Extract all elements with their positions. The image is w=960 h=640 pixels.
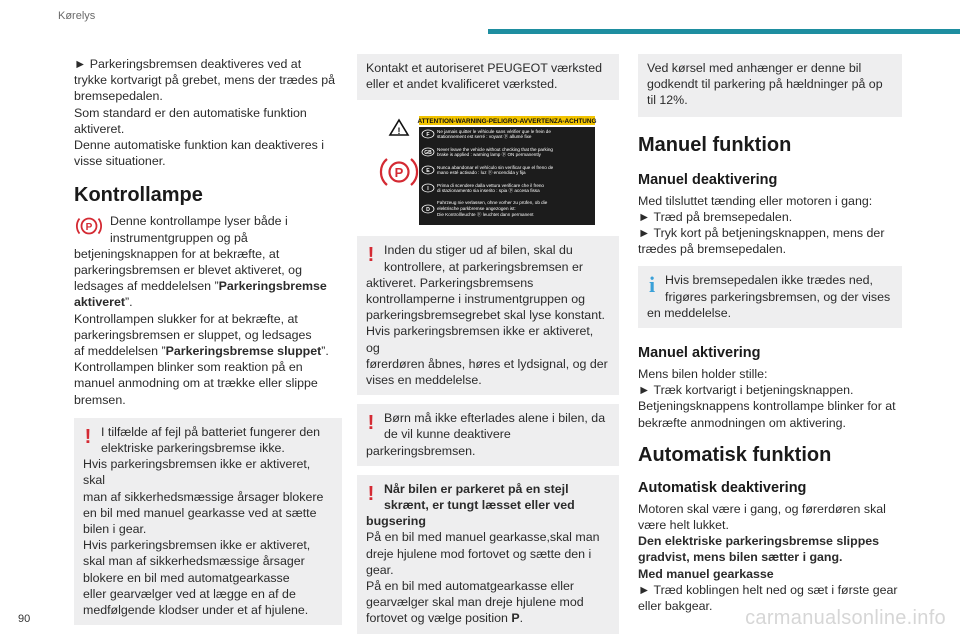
warning-box-leaving [357,236,619,395]
text-span: ledsages af meddelelsen ” [74,279,219,294]
label-row-i [422,183,544,194]
text-line: elektriske parkeringsbremse ikke. [101,441,285,456]
text-line: ► Tryk kort på betjeningsknappen, mens der [638,226,885,241]
text-line: parkeringsbremsen. [366,443,476,458]
text-line [74,294,342,310]
text-line: Som standard er den automatiske funktion [74,105,307,120]
info-icon: i [648,272,656,298]
text-line: eller bakgear. [638,599,713,614]
text-line: visse situationer. [74,154,166,169]
text-line: skrænt, er tungt læsset eller ved [384,498,575,513]
text-line: skal man af sikkerhedsmæssige årsager [83,554,305,569]
page-number: 90 [18,613,31,625]
language-code: GB [424,150,432,157]
section-title: Kørelys [58,10,96,22]
heading-kontrollampe: Kontrollampe [74,184,203,207]
info-box-pedal [638,266,902,328]
parking-brake-warning-label [379,114,597,226]
text-line: eller gearvælger ved at lægge en af de [83,586,296,601]
text-line: På en bil med manuel gearkasse,skal man [366,530,600,545]
label-text: mano esté activado : luz ⓟ encendida y fija [437,170,526,176]
label-text: elektrische parkbremse angezogen ist: [437,206,516,212]
text-line: Denne automatiske funktion kan deaktiveres i [74,138,325,153]
text-line: Motoren skal være i gang, og førerdøren skal [638,501,886,516]
text-line: Kontrollampen slukker for at bekræfte, at [74,311,298,326]
text-line: kontrollere, at parkeringsbremsen er [384,259,584,274]
text-line: aktiveret. [74,121,125,136]
text-line: ► Træd koblingen helt ned og sæt i første gear [638,582,898,597]
info-box-workshop [357,54,619,100]
column-middle [357,54,619,634]
text-span: . [519,611,524,626]
text-line: parkeringsbremsen er blevet aktiveret, og [74,263,302,278]
text-line [366,610,610,626]
lamp-description [74,213,342,245]
text-line: førerdøren åbnes, høres et lydsignal, og der [366,356,608,371]
text-line: frigøres parkeringsbremsen, og der vises [665,289,891,304]
label-text: Never leave the vehicle without checking that the parking [437,147,553,153]
text-line: de vil kunne deaktivere [384,427,511,442]
message-text: Parkeringsbremse sluppet [165,344,322,359]
text-line [74,343,342,359]
text-line: bugsering [366,514,426,529]
text-line: en meddelelse. [647,305,732,320]
info-box-trailer [638,54,902,117]
language-code: D [426,207,430,214]
text-line: Den elektriske parkeringsbremse slippes [638,534,880,549]
svg-text:P: P [394,165,404,181]
text-line: trædes på bremsepedalen. [638,242,787,257]
label-text: Die Kontrollleuchte ⓟ leuchtet dann permanent [437,212,534,218]
text-line: vises en meddelelse. [366,373,482,388]
heading-manuel-deaktivering: Manuel deaktivering [638,171,778,188]
warning-icon: ! [367,412,375,435]
text-line: Kontakt et autoriseret PEUGEOT værksted [366,61,602,75]
text-line: medfølgende klodser under et af hjulene. [83,603,309,618]
header-accent-bar [488,29,960,34]
text-line: Med manuel gearkasse [638,566,774,581]
text-line: kontrollamperne i instrumentgruppen og [366,292,586,307]
warning-box-children [357,404,619,466]
message-text: aktiveret [74,295,125,310]
text-line: aktiveret. Parkeringsbremsens [366,275,534,290]
text-line: Mens bilen holder stille: [638,367,768,382]
text-line: Betjeningsknappens kontrollampe blinker for at [638,399,896,414]
label-text: Nunca abandonar el vehículo sin verificar que el freno de [437,165,554,171]
text-line: Med tilsluttet tænding eller motoren i gang: [638,193,873,208]
text-line: bilen i gear. [83,522,147,537]
text-line: man af sikkerhedsmæssige årsager blokere [83,489,324,504]
text-line: ► Parkeringsbremsen deaktiveres ved at [74,57,302,71]
text-line: dreje hjulene mod fortovet og sætte den i [366,546,592,561]
heading-manuel-funktion: Manuel funktion [638,133,792,156]
svg-text:P: P [85,222,93,234]
text-line: Hvis parkeringsbremsen ikke er aktiveret, skal [83,457,311,488]
label-row-gb [422,147,553,158]
text-line: en bil med manuel gearkasse ved at sætte [83,505,317,520]
column-right [638,54,902,614]
text-line: bremsen. [74,392,126,407]
text-line: bekræfte anmodningen om aktivering. [638,415,847,430]
text-line: Børn må ikke efterlades alene i bilen, da [384,411,606,426]
text-line: På en bil med automatgearkasse eller [366,579,575,594]
text-line: ► Træk kortvarigt i betjeningsknappen. [638,383,854,398]
text-line: betjeningsknappen for at bekræfte, at [74,246,280,261]
text-line: trykke kortvarigt på grebet, mens der trædes på [74,73,336,88]
language-code: F [426,132,430,139]
text-line: gradvist, mens bilen sætter i gang. [638,550,843,565]
text-line: til 12%. [647,93,688,108]
text-line: gearvælger skal man dreje hjulene mod [366,595,584,610]
label-text: di stazionamento sia inserito : spia ⓟ accesa fissa [437,188,540,194]
text-line: Hvis parkeringsbremsen ikke er aktiveret, og [366,324,594,355]
text-line: godkendt til parkering på hældninger på op [647,77,883,92]
triangle-warning-mark: ! [397,126,401,137]
language-code: E [426,168,430,175]
text-line: eller et andet kvalificeret værksted. [366,77,558,92]
text-line: Denne kontrollampe lyser både i [110,214,288,229]
message-text: Parkeringsbremse [218,279,327,294]
language-code: I [427,186,429,193]
text-line: Hvis parkeringsbremsen ikke er aktiveret, [83,538,311,553]
text-line: Når bilen er parkeret på en stejl [384,481,569,496]
warning-icon: ! [367,244,375,267]
heading-manuel-aktivering: Manuel aktivering [638,345,761,362]
text-span: ”. [321,344,329,359]
text-span: fortovet og vælge position [366,611,512,626]
heading-automatisk-deaktivering: Automatisk deaktivering [638,479,807,496]
label-banner-text: ATTENTION-WARNING-PELIGRO-AVVERTENZA-ACHTUNG [417,118,597,126]
text-line: parkeringsbremsen er sluppet, og ledsages [74,327,312,342]
label-text: stationnement est serré : voyant ⓟ allumé fixe [437,134,532,140]
column-left [74,56,342,625]
warning-icon: ! [84,425,92,448]
text-line: være helt lukket. [638,518,729,533]
label-text: Prima di scendere dalla vettura verificare che il freno [437,183,544,189]
text-line: parkeringsbremsegrebet skal lyse konstant. [366,308,605,323]
warning-box-battery [74,418,342,625]
text-line: I tilfælde af fejl på batteriet fungerer den [101,424,321,439]
watermark: carmanualsonline.info [745,607,946,629]
text-line: blokere en bil med automatgearkasse [83,570,290,585]
text-line: gear. [366,562,394,577]
text-line: Kontrollampen blinker som reaktion på en [74,360,303,375]
position-letter: P [511,611,520,626]
text-span: af meddelelsen ” [74,344,166,359]
text-line: manuel anmodning om at trække eller slippe [74,376,318,391]
label-text: Fahrzeug nie verlassen, ohne vorher zu prüfen, ob die [437,200,548,206]
heading-automatisk-funktion: Automatisk funktion [638,443,832,466]
text-span: ”. [124,295,133,310]
label-text: Ne jamais quitter le véhicule sans vérifier que le frein de [437,129,551,135]
text-line: Hvis bremsepedalen ikke trædes ned, [665,273,873,288]
text-line: instrumentgruppen og på [110,230,248,245]
warning-box-slope [357,475,619,634]
parking-brake-warning-icon [74,213,104,239]
text-line: Ved kørsel med anhænger er denne bil [647,61,862,75]
warning-icon: ! [367,482,375,505]
text-line: bremsepedalen. [74,89,163,104]
label-text: brake is applied : warning lamp ⓟ ON permanently [437,152,541,158]
text-line: ► Træd på bremsepedalen. [638,209,793,224]
text-line [74,278,342,294]
text-line: Inden du stiger ud af bilen, skal du [384,243,573,258]
